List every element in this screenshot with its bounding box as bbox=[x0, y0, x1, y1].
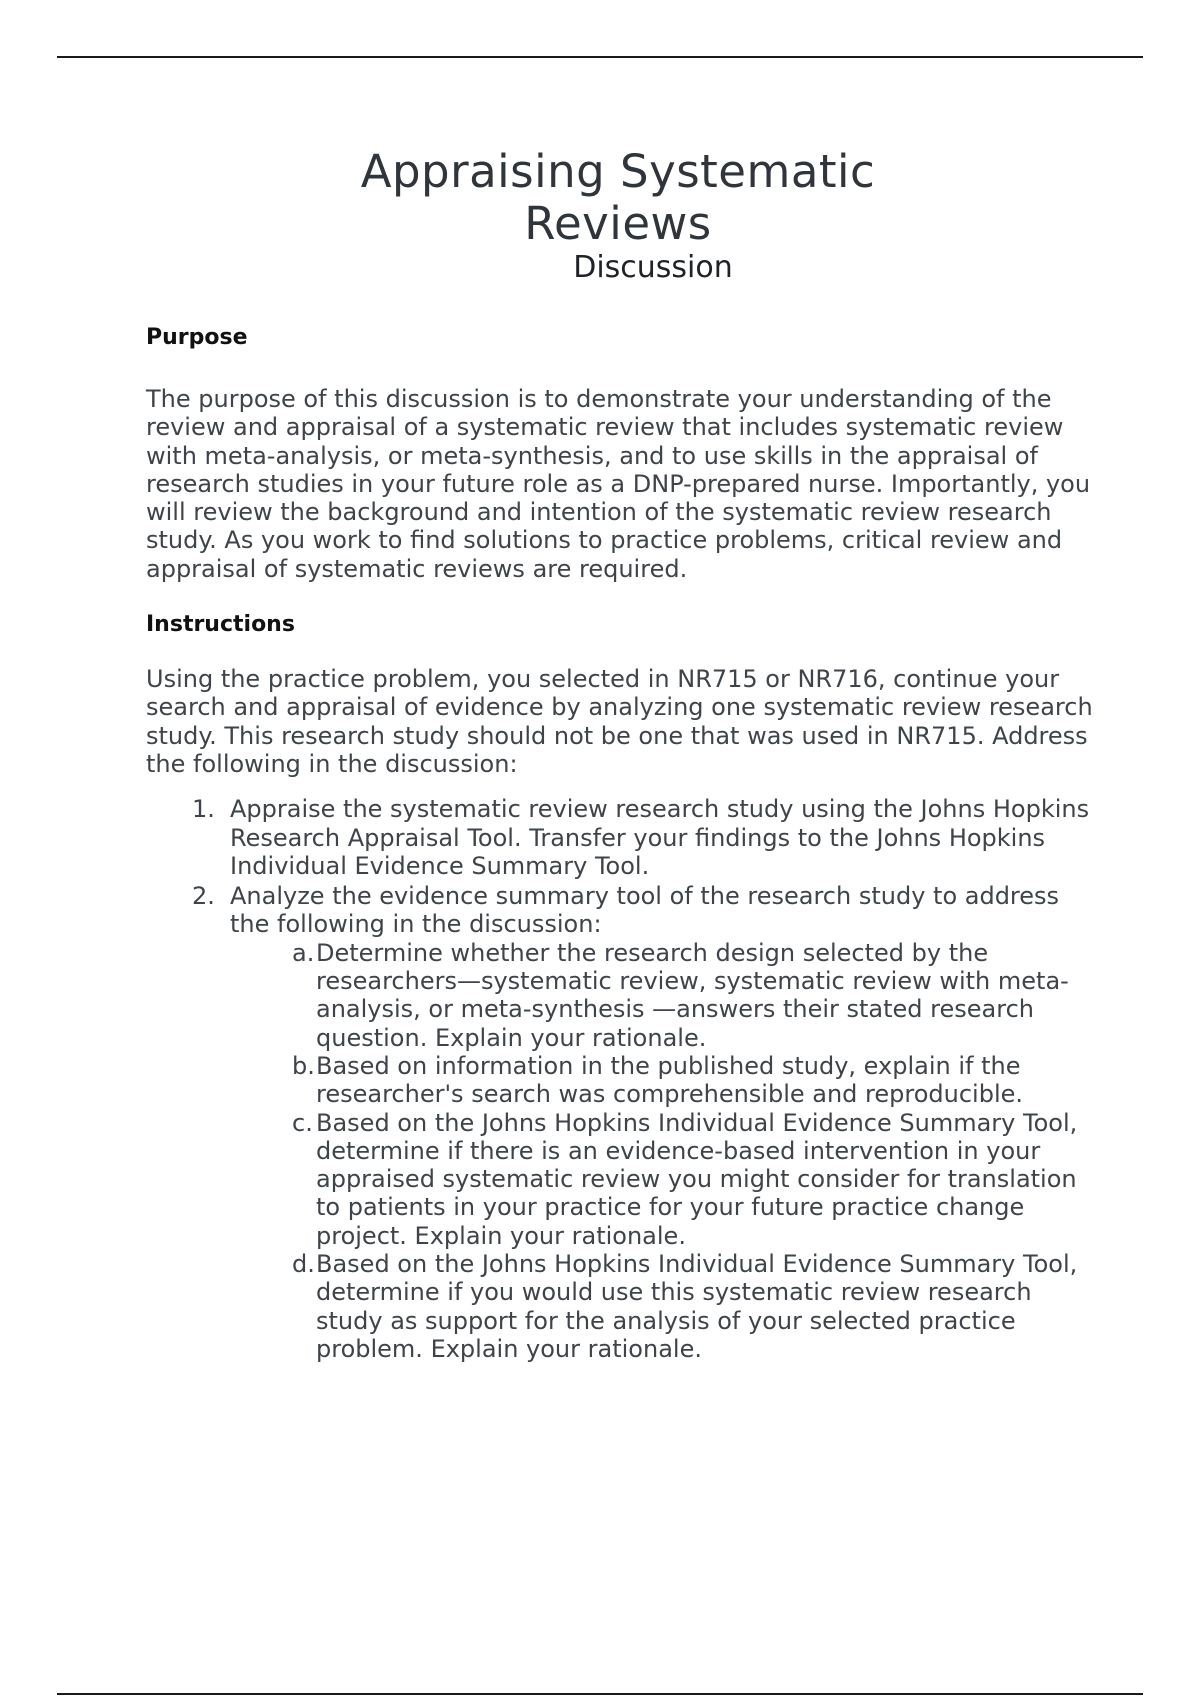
sub-list bbox=[230, 939, 1096, 1363]
bottom-rule bbox=[57, 1693, 1143, 1695]
instructions-list bbox=[146, 795, 1096, 1363]
sub-list-item bbox=[230, 939, 1096, 1052]
sub-list-item bbox=[230, 1109, 1096, 1250]
instructions-heading: Instructions bbox=[146, 612, 295, 638]
purpose-paragraph: The purpose of this discussion is to demonstrate your understanding of the review and appraisal of a systematic review that includes systematic review with meta-analysis, or meta-synthesis, and to use skills in the appraisal of research studies in your future role as a DNP-prepared nurse. Importantly, you will review the background and intention of the systematic review research study. As you work to find solutions to practice problems, critical review and appraisal of systematic reviews are required. bbox=[146, 385, 1091, 583]
sub-list-item-text: Based on the Johns Hopkins Individual Evidence Summary Tool, determine if you would use this systematic review research study as support for the analysis of your selected practice problem. Explain your rationale. bbox=[316, 1250, 1078, 1363]
list-item-text: Appraise the systematic review research study using the Johns Hopkins Research Appraisal Tool. Transfer your findings to the Johns Hopkins Individual Evidence Summary Tool. bbox=[230, 795, 1090, 880]
list-item-number: 1. bbox=[192, 795, 215, 824]
document-subtitle: Discussion bbox=[573, 250, 733, 285]
sub-list-item-letter: d. bbox=[292, 1250, 315, 1279]
title-line-2: Reviews bbox=[524, 197, 712, 250]
sub-list-item-text: Based on information in the published study, explain if the researcher's search was comprehensible and reproducible. bbox=[316, 1051, 1024, 1109]
sub-list-item-text: Based on the Johns Hopkins Individual Evidence Summary Tool, determine if there is an evidence-based intervention in your appraised systematic review you might consider for translation to patients in your practice for your future practice change project. Explain your rationale. bbox=[316, 1108, 1078, 1250]
document-title bbox=[0, 146, 1200, 250]
sub-list-item-text: Determine whether the research design selected by the researchers—systematic review, systematic review with meta- analysis, or meta-synthesis —answers their stated research question. Explain your rationale. bbox=[316, 938, 1069, 1052]
sub-list-item-letter: c. bbox=[292, 1108, 313, 1137]
top-rule bbox=[57, 56, 1143, 58]
purpose-heading: Purpose bbox=[146, 325, 248, 350]
list-item-number: 2. bbox=[192, 882, 215, 911]
instructions-paragraph: Using the practice problem, you selected in NR715 or NR716, continue your search and appraisal of evidence by analyzing one systematic review research study. This research study should not be one that was used in NR715. Address the following in the discussion: bbox=[146, 665, 1093, 778]
list-item-text: Analyze the evidence summary tool of the research study to address the following in the discussion: bbox=[230, 882, 1060, 939]
sub-list-item bbox=[230, 1052, 1096, 1109]
sub-list-item bbox=[230, 1250, 1096, 1363]
document-body bbox=[146, 324, 1096, 1365]
list-item bbox=[146, 795, 1096, 880]
sub-list-item-letter: b. bbox=[292, 1051, 315, 1080]
title-line-1: Appraising Systematic bbox=[360, 145, 876, 198]
sub-list-item-letter: a. bbox=[292, 938, 315, 967]
list-item bbox=[146, 882, 1096, 1363]
